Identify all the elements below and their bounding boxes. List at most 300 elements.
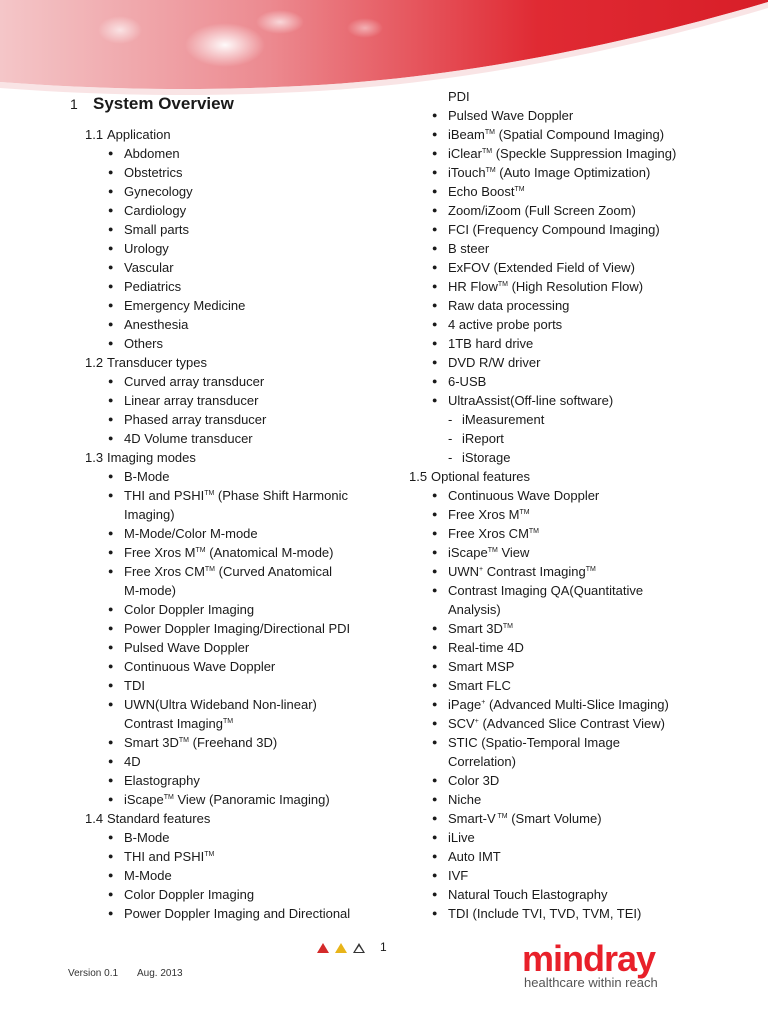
bullet-icon: ● [432, 585, 438, 595]
superscript: TM [163, 794, 174, 801]
item-text: Urology [124, 241, 169, 256]
superscript: TM [223, 718, 234, 725]
section-subheading [409, 467, 749, 486]
item-text: HR Flow [448, 279, 498, 294]
bullet-icon: ● [432, 623, 438, 633]
sub-item [409, 410, 749, 429]
bullet-icon: ● [432, 661, 438, 671]
superscript: TM [519, 509, 530, 516]
item-text: Real-time 4D [448, 640, 524, 655]
bullet-icon: ● [432, 832, 438, 842]
date-label: Aug. 2013 [137, 968, 183, 979]
item-text: iPage [448, 697, 482, 712]
bullet-icon: ● [108, 737, 114, 747]
list-item [409, 391, 749, 410]
list-item [409, 486, 749, 505]
subsection-number: 1.3 [85, 450, 104, 465]
list-item [85, 524, 385, 543]
red-triangle-icon [317, 943, 329, 953]
list-item [85, 771, 385, 790]
bullet-icon: ● [432, 813, 438, 823]
list-item [85, 239, 385, 258]
bullet-icon: ● [432, 186, 438, 196]
item-text: B steer [448, 241, 490, 256]
item-text: Power Doppler Imaging/Directional PDI [124, 621, 351, 636]
bullet-icon: ● [432, 262, 438, 272]
list-item [85, 372, 385, 391]
list-item [85, 163, 385, 182]
item-text: Vascular [124, 260, 174, 275]
item-text: FCI (Frequency Compound Imaging) [448, 222, 660, 237]
item-text: M-mode) [124, 583, 177, 598]
item-text: Smart-V [448, 811, 496, 826]
bullet-icon: ● [432, 870, 438, 880]
list-item [85, 676, 385, 695]
section-subheading [85, 353, 385, 372]
item-text: TDI (Include TVI, TVD, TVM, TEI) [448, 906, 642, 921]
item-text: Smart FLC [448, 678, 511, 693]
item-text: iReport [462, 431, 504, 446]
dash-marker: - [448, 450, 453, 465]
item-text-after: Contrast Imaging [483, 564, 586, 579]
bullet-icon: ● [432, 319, 438, 329]
item-text: Smart MSP [448, 659, 515, 674]
item-text: THI and PSHI [124, 488, 205, 503]
item-text-after: (Phase Shift Harmonic [214, 488, 348, 503]
superscript: TM [485, 167, 496, 174]
list-item [409, 638, 749, 657]
superscript: TM [585, 566, 596, 573]
heading-title: System Overview [93, 94, 234, 113]
list-item [85, 866, 385, 885]
item-text: Niche [448, 792, 482, 807]
bullet-icon: ● [432, 167, 438, 177]
list-item [85, 733, 385, 752]
item-text: Free Xros M [448, 507, 520, 522]
bullet-icon: ● [108, 794, 114, 804]
item-text: Pediatrics [124, 279, 182, 294]
list-item-continuation [85, 714, 385, 733]
list-item [409, 239, 749, 258]
bullet-icon: ● [108, 832, 114, 842]
bullet-icon: ● [432, 851, 438, 861]
list-item [409, 125, 749, 144]
bullet-icon: ● [108, 319, 114, 329]
list-item [409, 163, 749, 182]
bullet-icon: ● [432, 281, 438, 291]
item-text: Linear array transducer [124, 393, 259, 408]
list-item [409, 676, 749, 695]
item-text: Contrast Imaging [124, 716, 223, 731]
bullet-icon: ● [432, 889, 438, 899]
list-item [409, 220, 749, 239]
item-text: Smart 3D [124, 735, 179, 750]
bullet-icon: ● [108, 908, 114, 918]
bullet-icon: ● [432, 205, 438, 215]
superscript: TM [195, 547, 206, 554]
bullet-icon: ● [432, 908, 438, 918]
list-item [85, 790, 385, 809]
item-text: iTouch [448, 165, 486, 180]
bullet-icon: ● [108, 756, 114, 766]
list-item [85, 315, 385, 334]
list-item [409, 258, 749, 277]
item-text: IVF [448, 868, 469, 883]
item-text: Free Xros CM [124, 564, 205, 579]
item-text: Imaging modes [107, 450, 196, 465]
bullet-icon: ● [432, 509, 438, 519]
list-item [409, 353, 749, 372]
superscript: TM [502, 623, 514, 630]
item-text: Zoom/iZoom (Full Screen Zoom) [448, 203, 636, 218]
bullet-icon: ● [432, 224, 438, 234]
list-item [409, 315, 749, 334]
superscript: TM [204, 566, 216, 573]
item-text: Free Xros CM [448, 526, 529, 541]
item-text-after: (Smart Volume) [507, 811, 602, 826]
item-text-after: (High Resolution Flow) [507, 279, 644, 294]
item-text: Smart 3D [448, 621, 503, 636]
item-text: Pulsed Wave Doppler [448, 108, 574, 123]
item-text: iScape [124, 792, 164, 807]
bullet-icon: ● [108, 680, 114, 690]
bullet-icon: ● [432, 490, 438, 500]
item-text: iStorage [462, 450, 511, 465]
list-item [85, 657, 385, 676]
item-text-after: (Advanced Multi-Slice Imaging) [485, 697, 669, 712]
item-text: SCV [448, 716, 475, 731]
subsection-number: 1.2 [85, 355, 104, 370]
list-item [409, 201, 749, 220]
item-text: Elastography [124, 773, 200, 788]
bullet-icon: ● [432, 376, 438, 386]
sub-item [409, 448, 749, 467]
list-item [85, 695, 385, 714]
list-item [409, 581, 749, 600]
bullet-icon: ● [108, 851, 114, 861]
item-text: UWN [448, 564, 480, 579]
list-item [85, 429, 385, 448]
item-text: Others [124, 336, 164, 351]
item-text: Color Doppler Imaging [124, 602, 255, 617]
item-text: 4 active probe ports [448, 317, 563, 332]
superscript: TM [487, 547, 498, 554]
list-item [85, 467, 385, 486]
list-item-continuation [409, 752, 749, 771]
item-text: Phased array transducer [124, 412, 267, 427]
item-text-after: View (Panoramic Imaging) [173, 792, 330, 807]
bullet-icon: ● [108, 148, 114, 158]
item-text: B-Mode [124, 469, 170, 484]
bullet-icon: ● [432, 395, 438, 405]
bullet-icon: ● [108, 604, 114, 614]
list-item [409, 828, 749, 847]
bullet-icon: ● [432, 129, 438, 139]
list-item [409, 106, 749, 125]
item-text: Color Doppler Imaging [124, 887, 255, 902]
bullet-icon: ● [108, 433, 114, 443]
bullet-icon: ● [432, 110, 438, 120]
bullet-icon: ● [432, 547, 438, 557]
item-text: Anesthesia [124, 317, 189, 332]
item-text: Small parts [124, 222, 190, 237]
list-item-continuation [85, 581, 385, 600]
section-heading [70, 94, 234, 114]
item-text: M-Mode [124, 868, 172, 883]
bullet-icon: ● [108, 471, 114, 481]
bullet-icon: ● [108, 167, 114, 177]
item-text: UWN(Ultra Wideband Non-linear) [124, 697, 317, 712]
list-item [409, 771, 749, 790]
list-item [409, 619, 749, 638]
item-text: B-Mode [124, 830, 170, 845]
item-text: 4D [124, 754, 141, 769]
item-text: Correlation) [448, 754, 516, 769]
list-item [85, 391, 385, 410]
superscript: TM [204, 490, 215, 497]
item-text: UltraAssist(Off-line software) [448, 393, 614, 408]
item-text: iScape [448, 545, 488, 560]
superscript: TM [497, 281, 508, 288]
item-text: Continuous Wave Doppler [124, 659, 276, 674]
list-item [85, 220, 385, 239]
superscript: TM [528, 528, 540, 535]
item-text: Obstetrics [124, 165, 183, 180]
yellow-triangle-icon [335, 943, 347, 953]
bullet-icon: ● [432, 300, 438, 310]
bullet-icon: ● [432, 148, 438, 158]
dash-marker: - [448, 412, 453, 427]
list-item [85, 600, 385, 619]
list-item [85, 847, 385, 866]
bullet-icon: ● [108, 376, 114, 386]
superscript: + [481, 699, 486, 706]
item-text: PDI [448, 89, 470, 104]
list-item [409, 847, 749, 866]
item-text: TDI [124, 678, 145, 693]
list-item [409, 182, 749, 201]
superscript: + [479, 566, 484, 573]
list-item-continuation [85, 505, 385, 524]
list-item [409, 372, 749, 391]
bullet-icon: ● [108, 623, 114, 633]
list-item [409, 334, 749, 353]
item-text: STIC (Spatio-Temporal Image [448, 735, 620, 750]
item-text: Contrast Imaging QA(Quantitative [448, 583, 644, 598]
item-text: Auto IMT [448, 849, 501, 864]
bullet-icon: ● [108, 775, 114, 785]
heading-number: 1 [70, 96, 78, 112]
list-item [85, 752, 385, 771]
item-text: Pulsed Wave Doppler [124, 640, 250, 655]
item-text-after: (Freehand 3D) [189, 735, 278, 750]
section-subheading [85, 809, 385, 828]
list-item [409, 885, 749, 904]
bullet-icon: ● [432, 357, 438, 367]
item-text: Analysis) [448, 602, 501, 617]
bullet-icon: ● [108, 205, 114, 215]
bullet-icon: ● [108, 699, 114, 709]
item-text-after: (Speckle Suppression Imaging) [492, 146, 677, 161]
item-text: Natural Touch Elastography [448, 887, 608, 902]
item-text: Color 3D [448, 773, 500, 788]
bullet-icon: ● [108, 262, 114, 272]
right-column [409, 87, 749, 923]
list-item [409, 277, 749, 296]
list-item [409, 695, 749, 714]
item-text: Echo Boost [448, 184, 515, 199]
item-text: DVD R/W driver [448, 355, 541, 370]
bullet-icon: ● [432, 528, 438, 538]
list-item-continuation [409, 87, 749, 106]
superscript: TM [514, 186, 525, 193]
mindray-logo: mindray [522, 938, 656, 979]
item-text: Imaging) [124, 507, 175, 522]
bullet-icon: ● [108, 243, 114, 253]
superscript: TM [481, 148, 493, 155]
list-item [85, 562, 385, 581]
item-text: Abdomen [124, 146, 180, 161]
bullet-icon: ● [432, 338, 438, 348]
list-item [85, 296, 385, 315]
list-item [85, 258, 385, 277]
list-item-continuation [409, 600, 749, 619]
list-item [409, 562, 749, 581]
item-text-after: (Advanced Slice Contrast View) [478, 716, 666, 731]
item-text-after: (Spatial Compound Imaging) [494, 127, 665, 142]
bullet-icon: ● [432, 737, 438, 747]
header-banner [0, 0, 768, 100]
list-item [409, 296, 749, 315]
item-text: Continuous Wave Doppler [448, 488, 600, 503]
item-text-after: (Auto Image Optimization) [495, 165, 651, 180]
left-column [85, 125, 385, 923]
superscript: TM [484, 129, 495, 136]
item-text: 6-USB [448, 374, 487, 389]
list-item [85, 144, 385, 163]
item-text: Optional features [431, 469, 531, 484]
list-item [409, 809, 749, 828]
item-text: 1TB hard drive [448, 336, 534, 351]
version-label: Version 0.1 [68, 968, 119, 979]
bullet-icon: ● [108, 870, 114, 880]
bullet-icon: ● [432, 699, 438, 709]
bullet-icon: ● [108, 395, 114, 405]
superscript: TM [178, 737, 190, 744]
bullet-icon: ● [108, 186, 114, 196]
list-item [409, 866, 749, 885]
bullet-icon: ● [432, 680, 438, 690]
list-item [409, 543, 749, 562]
list-item [409, 505, 749, 524]
list-item [85, 334, 385, 353]
list-item [85, 182, 385, 201]
list-item [409, 144, 749, 163]
item-text: THI and PSHI [124, 849, 205, 864]
bullet-icon: ● [432, 775, 438, 785]
bullet-icon: ● [432, 718, 438, 728]
superscript: + [474, 718, 479, 725]
subsection-number: 1.1 [85, 127, 104, 142]
list-item [85, 885, 385, 904]
list-item [85, 619, 385, 638]
outline-triangle-inner [355, 946, 363, 952]
item-text: Standard features [107, 811, 211, 826]
list-item [409, 904, 749, 923]
list-item [85, 410, 385, 429]
item-text: 4D Volume transducer [124, 431, 253, 446]
item-text: M-Mode/Color M-mode [124, 526, 258, 541]
bullet-icon: ● [108, 414, 114, 424]
bullet-icon: ● [432, 794, 438, 804]
superscript: TM [204, 851, 215, 858]
page-number: 1 [380, 940, 387, 954]
item-text: iBeam [448, 127, 485, 142]
list-item [85, 828, 385, 847]
item-text: Emergency Medicine [124, 298, 246, 313]
dash-marker: - [448, 431, 453, 446]
item-text: Application [107, 127, 171, 142]
item-text: Transducer types [107, 355, 207, 370]
sub-item [409, 429, 749, 448]
section-subheading [85, 125, 385, 144]
list-item [409, 790, 749, 809]
bullet-icon: ● [108, 338, 114, 348]
item-text-after: View [497, 545, 530, 560]
bullet-icon: ● [108, 889, 114, 899]
logo-tagline: healthcare within reach [524, 975, 658, 990]
subsection-number: 1.4 [85, 811, 104, 826]
bullet-icon: ● [432, 243, 438, 253]
bullet-icon: ● [108, 490, 114, 500]
list-item [409, 733, 749, 752]
item-text: Power Doppler Imaging and Directional [124, 906, 351, 921]
bullet-icon: ● [432, 566, 438, 576]
list-item [85, 277, 385, 296]
item-text: Cardiology [124, 203, 187, 218]
item-text: Free Xros M [124, 545, 196, 560]
list-item [85, 638, 385, 657]
item-text: ExFOV (Extended Field of View) [448, 260, 635, 275]
bullet-icon: ● [108, 642, 114, 652]
item-text: Gynecology [124, 184, 193, 199]
bullet-icon: ● [108, 566, 114, 576]
bullet-icon: ● [108, 528, 114, 538]
list-item [409, 714, 749, 733]
item-text: iLive [448, 830, 475, 845]
item-text: iClear [448, 146, 482, 161]
item-text-after: (Anatomical M-mode) [205, 545, 334, 560]
bullet-icon: ● [432, 642, 438, 652]
item-text-after: (Curved Anatomical [215, 564, 333, 579]
superscript: TM [495, 813, 508, 820]
list-item [85, 543, 385, 562]
bullet-icon: ● [108, 224, 114, 234]
list-item [85, 201, 385, 220]
list-item [409, 524, 749, 543]
bullet-icon: ● [108, 547, 114, 557]
section-subheading [85, 448, 385, 467]
list-item [85, 486, 385, 505]
bullet-icon: ● [108, 281, 114, 291]
list-item [85, 904, 385, 923]
item-text: Curved array transducer [124, 374, 265, 389]
item-text: iMeasurement [462, 412, 545, 427]
list-item [409, 657, 749, 676]
bullet-icon: ● [108, 661, 114, 671]
subsection-number: 1.5 [409, 469, 428, 484]
item-text: Raw data processing [448, 298, 570, 313]
